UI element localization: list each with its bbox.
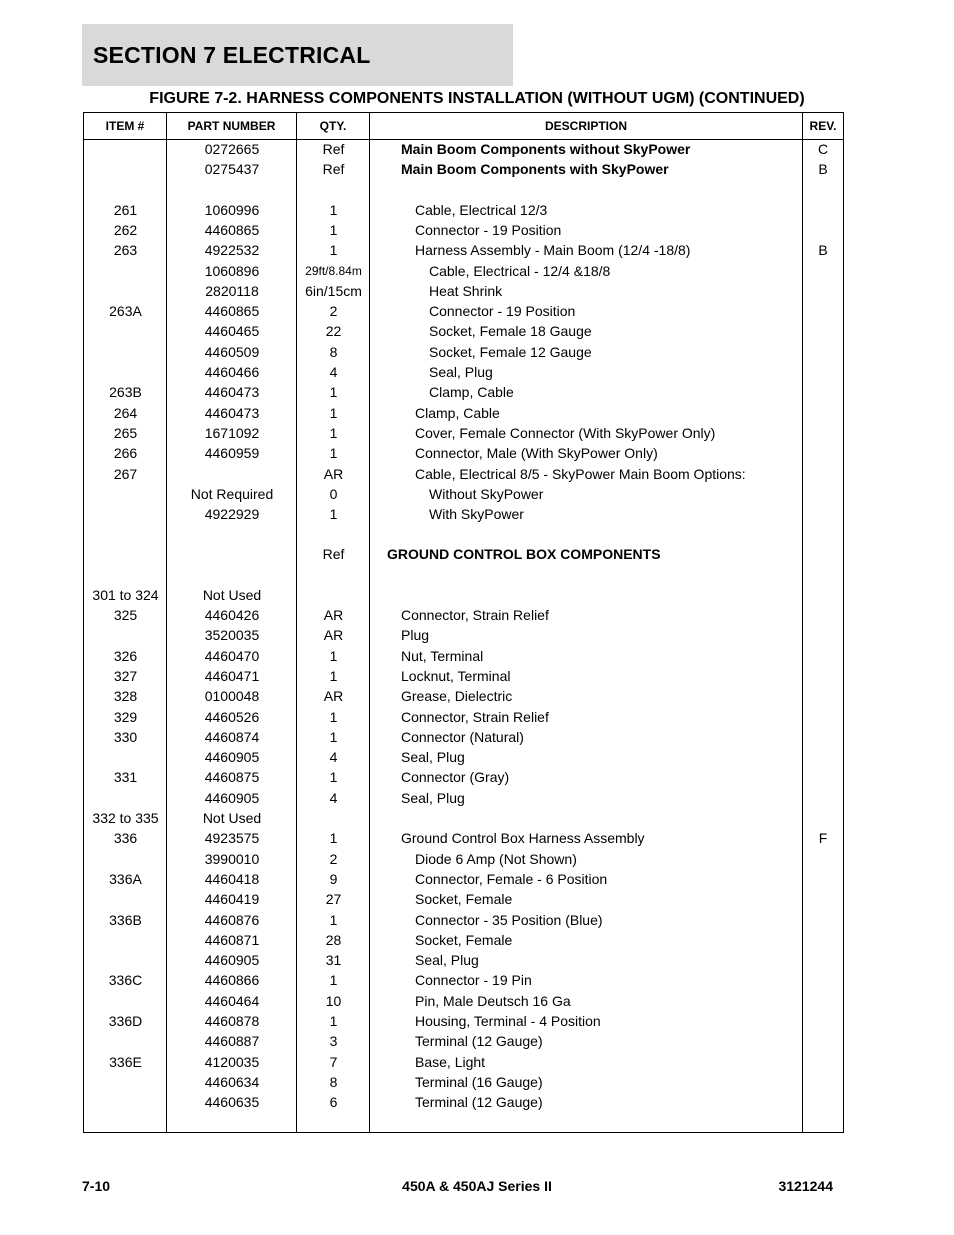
- table-row: [84, 504, 843, 524]
- description: Heat Shrink: [429, 282, 503, 299]
- description: Socket, Female: [415, 891, 513, 908]
- table-row: [84, 362, 843, 382]
- table-row: [84, 220, 843, 240]
- table-row: [84, 727, 843, 747]
- part-number: 4460526: [204, 708, 260, 725]
- description: Seal, Plug: [429, 364, 493, 380]
- quantity: 1: [329, 242, 338, 259]
- part-number: 4460865: [204, 221, 260, 238]
- header-qty: QTY.: [319, 119, 347, 133]
- table-row: [84, 301, 843, 321]
- part-number: 4460473: [204, 384, 260, 401]
- item-number: 327: [113, 667, 138, 684]
- quantity: 1: [329, 769, 338, 786]
- quantity: 1: [329, 1013, 338, 1029]
- quantity: 8: [329, 1073, 338, 1090]
- item-number: 325: [113, 607, 138, 623]
- item-number: 330: [113, 728, 138, 745]
- part-number: 4460509: [204, 343, 260, 360]
- description: Main Boom Components without SkyPower: [401, 141, 691, 157]
- table-row: [84, 849, 843, 869]
- table-row: [84, 666, 843, 686]
- description: Socket, Female 18 Gauge: [429, 323, 592, 340]
- description: Terminal (12 Gauge): [415, 1033, 543, 1050]
- part-number: 4460464: [204, 992, 260, 1009]
- table-row: [84, 605, 843, 625]
- revision: B: [818, 242, 828, 259]
- table-row: [84, 970, 843, 990]
- part-number: 1060996: [204, 201, 260, 218]
- quantity: 2: [329, 303, 338, 320]
- quantity: 1: [329, 424, 338, 441]
- part-number: 4460634: [204, 1073, 260, 1090]
- part-number: 4120035: [204, 1053, 260, 1070]
- quantity: Ref: [322, 141, 345, 157]
- quantity: 1: [329, 667, 338, 684]
- quantity: 1: [329, 201, 338, 218]
- item-number: 266: [113, 445, 138, 462]
- table-row: [84, 625, 843, 645]
- item-number: 328: [113, 688, 138, 705]
- description: Connector - 19 Position: [415, 221, 562, 238]
- part-number: Not Required: [190, 485, 274, 502]
- section-banner: [82, 24, 513, 86]
- description: Locknut, Terminal: [401, 667, 511, 684]
- part-number: 4460874: [204, 728, 260, 745]
- part-number: 4460466: [204, 364, 260, 380]
- quantity: 1: [329, 445, 338, 462]
- table-row: [84, 788, 843, 808]
- description: Clamp, Cable: [429, 384, 514, 401]
- description: Connector, Strain Relief: [401, 708, 549, 725]
- table-row: [84, 261, 843, 281]
- part-number: 4460887: [204, 1033, 260, 1050]
- table-row: [84, 281, 843, 301]
- table-row: [84, 464, 843, 484]
- table-row: [84, 403, 843, 423]
- section-title: SECTION 7 ELECTRICAL: [93, 42, 371, 68]
- part-number: 4460426: [204, 607, 260, 623]
- item-number: 336B: [109, 911, 142, 928]
- table-row: [84, 828, 843, 848]
- description: Seal, Plug: [401, 749, 465, 766]
- description: Connector (Natural): [401, 728, 524, 745]
- header-description: DESCRIPTION: [544, 119, 627, 133]
- quantity: 1: [329, 221, 338, 238]
- table-row: [84, 1031, 843, 1051]
- part-number: 4460871: [204, 931, 260, 948]
- description: Harness Assembly - Main Boom (12/4 -18/8): [415, 242, 691, 259]
- quantity: 1: [329, 911, 338, 928]
- quantity: 6in/15cm: [305, 282, 362, 299]
- part-number: 4460905: [204, 749, 260, 766]
- part-number: 2820118: [205, 282, 259, 299]
- quantity: Ref: [322, 161, 345, 178]
- item-number: 262: [113, 221, 138, 238]
- quantity: 1: [329, 728, 338, 745]
- item-number: 263: [113, 242, 138, 259]
- table-row: [84, 342, 843, 362]
- part-number: 4923575: [204, 830, 260, 847]
- quantity: 7: [329, 1053, 338, 1070]
- table-row: [84, 991, 843, 1011]
- part-number: 4460473: [204, 404, 260, 421]
- table-row: [84, 382, 843, 402]
- quantity: 1: [329, 647, 338, 664]
- quantity: AR: [323, 688, 344, 705]
- table-row: [84, 443, 843, 463]
- item-number: 263B: [109, 384, 142, 401]
- quantity: 1: [329, 830, 338, 847]
- part-number: 4922532: [204, 242, 260, 259]
- table-row: [84, 808, 843, 828]
- table-row: [84, 1052, 843, 1072]
- table-row: [84, 1072, 843, 1092]
- part-number: 4460465: [204, 323, 260, 340]
- part-number: 3990010: [204, 850, 260, 867]
- item-number: 267: [113, 465, 138, 482]
- quantity: 1: [329, 384, 338, 401]
- description: Grease, Dielectric: [401, 688, 513, 705]
- quantity: 1: [329, 708, 338, 725]
- quantity: 0: [329, 485, 338, 502]
- table-row: [84, 707, 843, 727]
- table-row: [84, 950, 843, 970]
- description: Cable, Electrical 12/3: [415, 201, 548, 218]
- part-number: 0272665: [204, 141, 260, 157]
- table-row: [84, 930, 843, 950]
- part-number: 0275437: [204, 161, 260, 178]
- table-row: [84, 1011, 843, 1031]
- figure-title: FIGURE 7-2. HARNESS COMPONENTS INSTALLATION (WITHOUT UGM) (CONTINUED): [149, 90, 805, 107]
- description: Nut, Terminal: [401, 647, 484, 664]
- table-row: [84, 544, 843, 564]
- description: Housing, Terminal - 4 Position: [415, 1013, 601, 1029]
- quantity: 27: [325, 891, 342, 908]
- part-number: 4460876: [204, 911, 260, 928]
- part-number: 4460866: [204, 972, 260, 989]
- description: Socket, Female 12 Gauge: [429, 343, 592, 360]
- table-row: [84, 585, 843, 605]
- description: Socket, Female: [415, 931, 513, 948]
- table-row: [84, 240, 843, 260]
- description: GROUND CONTROL BOX COMPONENTS: [387, 546, 661, 563]
- table-row: [84, 747, 843, 767]
- parts-table: [83, 112, 844, 1133]
- item-number: 265: [113, 424, 138, 441]
- quantity: 1: [329, 506, 338, 523]
- table-row: [84, 139, 843, 159]
- part-number: 4460905: [204, 789, 260, 806]
- part-number: 4460418: [204, 870, 260, 887]
- quantity: AR: [323, 627, 344, 644]
- item-number: 326: [113, 647, 138, 664]
- quantity: AR: [323, 465, 344, 482]
- quantity: 22: [325, 323, 342, 340]
- item-number: 261: [113, 201, 138, 218]
- quantity: 2: [329, 850, 338, 867]
- quantity: 29ft/8.84m: [305, 263, 362, 278]
- part-number: 4460471: [204, 667, 260, 684]
- quantity: 6: [329, 1094, 338, 1111]
- description: Cable, Electrical 8/5 - SkyPower Main Boom Options:: [415, 465, 746, 482]
- part-number: 4460875: [204, 769, 260, 786]
- item-number: 336D: [108, 1013, 143, 1029]
- header-rev: REV.: [809, 119, 837, 133]
- description: Diode 6 Amp (Not Shown): [415, 850, 577, 867]
- description: Cover, Female Connector (With SkyPower Only): [415, 424, 716, 441]
- table-row: [84, 889, 843, 909]
- description: Connector - 19 Position: [429, 303, 576, 320]
- description: Connector (Gray): [401, 769, 510, 786]
- revision: C: [817, 141, 829, 157]
- item-number: 331: [113, 769, 138, 786]
- part-number: 1671092: [204, 424, 260, 441]
- table-row: [84, 869, 843, 889]
- description: Connector - 19 Pin: [415, 972, 532, 989]
- part-number: 4460470: [204, 647, 260, 664]
- revision: B: [818, 161, 828, 178]
- description: Connector - 35 Position (Blue): [415, 911, 603, 928]
- quantity: 9: [329, 870, 338, 887]
- description: Terminal (12 Gauge): [415, 1094, 543, 1111]
- table-row: [84, 910, 843, 930]
- description: Terminal (16 Gauge): [415, 1073, 543, 1090]
- part-number: Not Used: [202, 810, 262, 826]
- item-number: 329: [113, 708, 138, 725]
- item-number: 264: [113, 404, 138, 421]
- table-row: [84, 686, 843, 706]
- part-number: 4460905: [204, 952, 260, 969]
- footer-model: 450A & 450AJ Series II: [402, 1178, 552, 1194]
- table-row: [84, 484, 843, 504]
- item-number: 336C: [108, 972, 143, 989]
- table-row: [84, 646, 843, 666]
- description: Seal, Plug: [415, 952, 479, 969]
- header-item: ITEM #: [105, 119, 145, 133]
- quantity: 8: [329, 343, 338, 360]
- item-number: 301 to 324: [92, 586, 159, 603]
- quantity: 4: [329, 789, 338, 806]
- table-row: [84, 1092, 843, 1112]
- table-row: [84, 423, 843, 443]
- part-number: 0100048: [204, 688, 260, 705]
- table-row: [84, 159, 843, 179]
- table-row: [84, 321, 843, 341]
- part-number: 4922929: [204, 506, 260, 523]
- table-row: [84, 767, 843, 787]
- item-number: 336A: [109, 870, 142, 887]
- part-number: 1060896: [204, 262, 260, 279]
- revision: F: [818, 830, 828, 847]
- quantity: AR: [323, 607, 344, 623]
- description: Clamp, Cable: [415, 404, 500, 421]
- quantity: Ref: [322, 546, 345, 563]
- item-number: 336E: [109, 1053, 142, 1070]
- description: Main Boom Components with SkyPower: [401, 161, 669, 178]
- part-number: 3520035: [204, 627, 260, 644]
- quantity: 1: [329, 404, 338, 421]
- header-part-number: PART NUMBER: [187, 119, 276, 133]
- part-number: 4460865: [204, 303, 260, 320]
- description: Connector, Female - 6 Position: [415, 870, 608, 887]
- description: Seal, Plug: [401, 789, 465, 806]
- part-number: 4460635: [204, 1094, 260, 1111]
- part-number: 4460419: [204, 891, 260, 908]
- part-number: Not Used: [202, 586, 262, 603]
- footer-page-number: 7-10: [82, 1178, 111, 1194]
- part-number: 4460959: [204, 445, 260, 462]
- quantity: 10: [325, 992, 342, 1009]
- description: Base, Light: [415, 1053, 486, 1070]
- quantity: 4: [329, 364, 338, 380]
- quantity: 31: [325, 952, 342, 969]
- quantity: 28: [325, 931, 342, 948]
- description: With SkyPower: [429, 506, 524, 523]
- item-number: 332 to 335: [92, 810, 159, 826]
- description: Ground Control Box Harness Assembly: [401, 830, 645, 847]
- quantity: 1: [329, 972, 338, 989]
- description: Pin, Male Deutsch 16 Ga: [415, 992, 571, 1009]
- description: Connector, Male (With SkyPower Only): [415, 445, 658, 462]
- description: Plug: [401, 627, 430, 644]
- description: Connector, Strain Relief: [401, 607, 549, 623]
- footer-doc-number: 3121244: [778, 1178, 833, 1194]
- table-row: [84, 200, 843, 220]
- part-number: 4460878: [204, 1013, 260, 1029]
- item-number: 263A: [109, 303, 142, 320]
- quantity: 3: [329, 1033, 338, 1050]
- description: Without SkyPower: [429, 485, 544, 502]
- description: Cable, Electrical - 12/4 &18/8: [429, 262, 611, 279]
- item-number: 336: [113, 830, 138, 847]
- quantity: 4: [329, 749, 338, 766]
